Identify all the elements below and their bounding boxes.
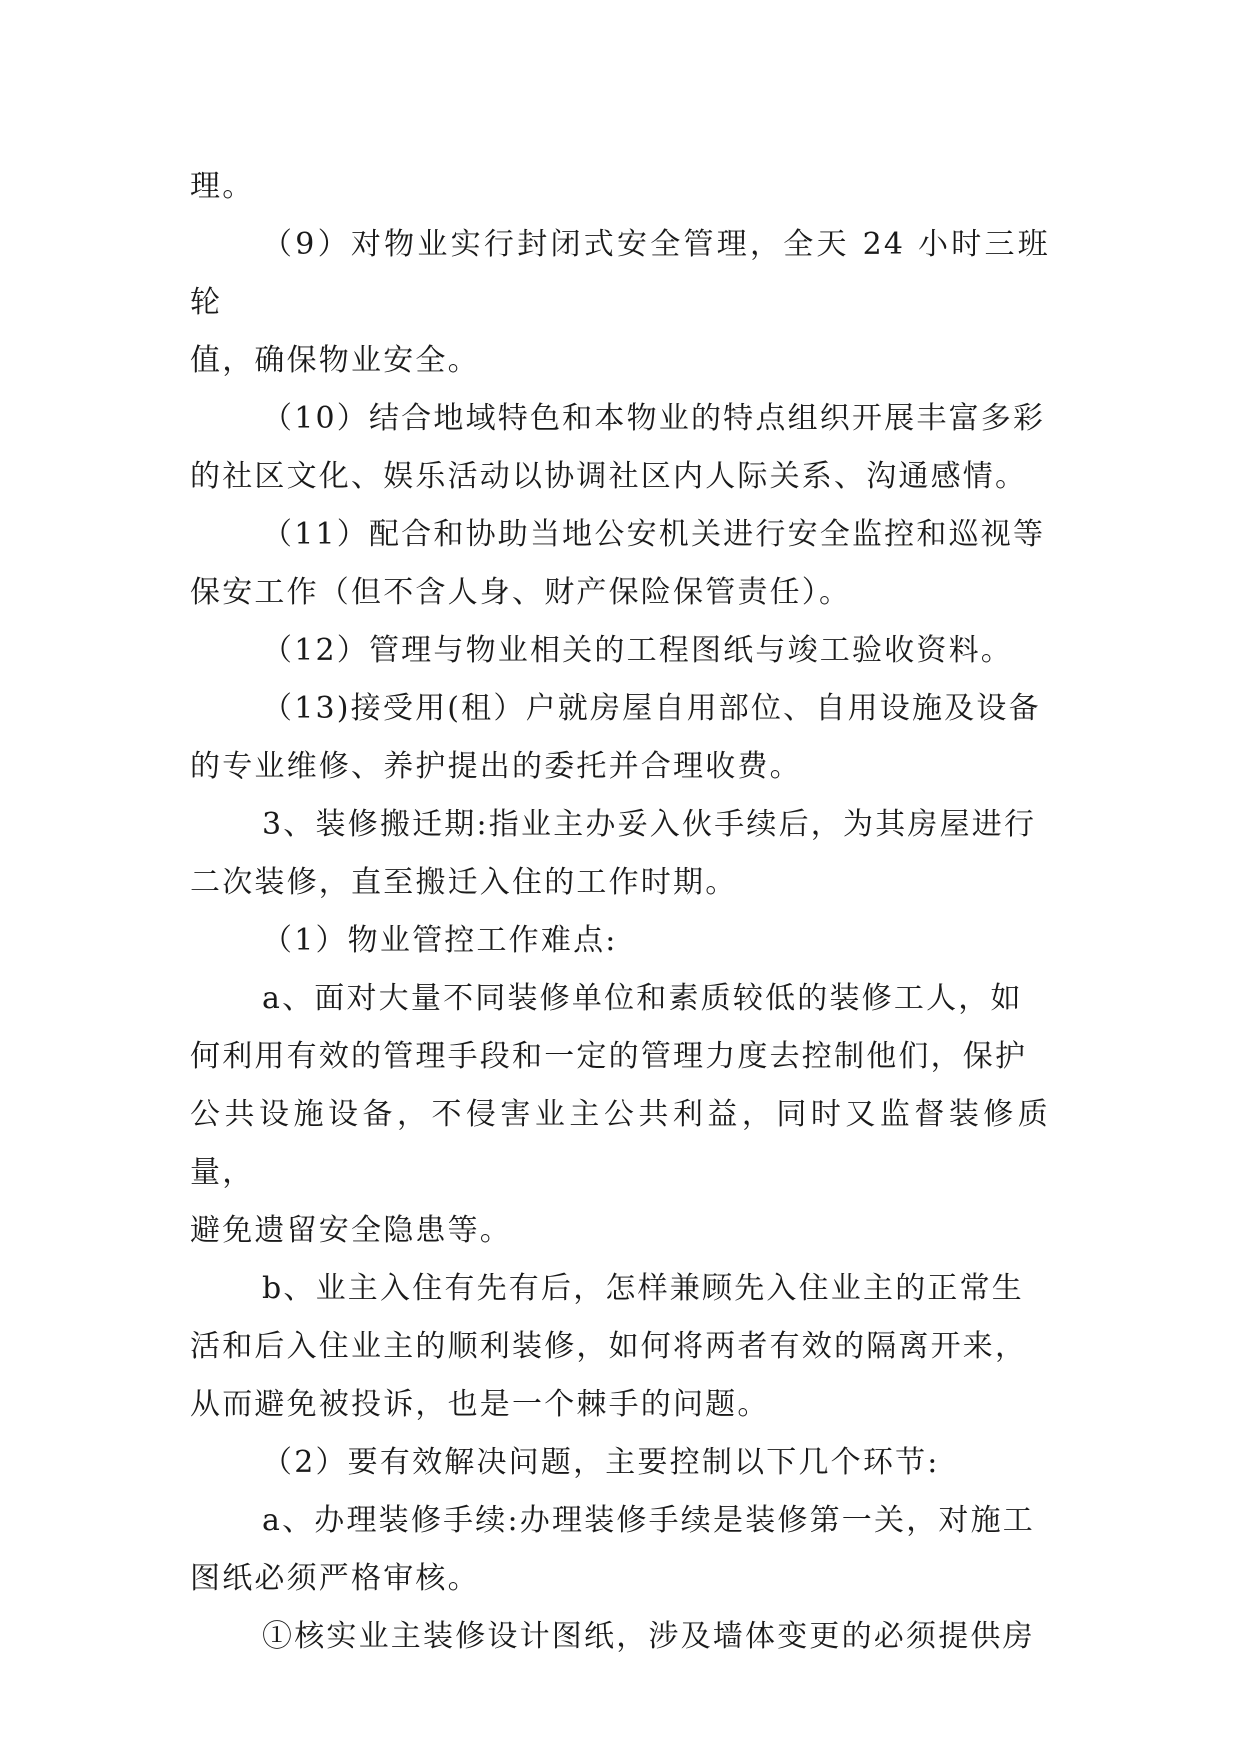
paragraph-item-13: （13)接受用(租）户就房屋自用部位、自用设施及设备 的专业维修、养护提出的委托并合理收费。 xyxy=(190,691,1041,784)
paragraph-continuation: 理。 xyxy=(190,169,255,204)
paragraph-section-3: 3、装修搬迁期:指业主办妥入伙手续后，为其房屋进行 二次装修，直至搬迁入住的工作时期。 xyxy=(190,807,1037,900)
paragraph-circled-1: ①核实业主装修设计图纸，涉及墙体变更的必须提供房 xyxy=(262,1619,1035,1654)
paragraph-item-12: （12）管理与物业相关的工程图纸与竣工验收资料。 xyxy=(262,633,1013,668)
document-body xyxy=(190,158,1050,1666)
paragraph-subsection-2: （2）要有效解决问题，主要控制以下几个环节: xyxy=(262,1445,940,1480)
paragraph-item-10: （10）结合地域特色和本物业的特点组织开展丰富多彩 的社区文化、娱乐活动以协调社区内人际关系、沟通感情。 xyxy=(190,401,1046,494)
paragraph-item-9: （9）对物业实行封闭式安全管理，全天 24 小时三班轮 值，确保物业安全。 xyxy=(190,227,1050,378)
paragraph-item-11: （11）配合和协助当地公安机关进行安全监控和巡视等 保安工作（但不含人身、财产保险保管责任）。 xyxy=(190,517,1046,610)
paragraph-point-b: b、业主入住有先有后，怎样兼顾先入住业主的正常生 活和后入住业主的顺利装修，如何将两者有效的隔离开来， 从而避免被投诉，也是一个棘手的问题。 xyxy=(190,1271,1028,1422)
paragraph-subsection-1: （1）物业管控工作难点: xyxy=(262,923,618,958)
paragraph-point-a: a、面对大量不同装修单位和素质较低的装修工人，如 何利用有效的管理手段和一定的管理力度去控制他们，保护 公共设施设备，不侵害业主公共利益，同时又监督装修质量， 避免遗留安全隐患等。 xyxy=(190,981,1050,1248)
paragraph-point-a-procedure: a、办理装修手续:办理装修手续是装修第一关，对施工 图纸必须严格审核。 xyxy=(190,1503,1035,1596)
